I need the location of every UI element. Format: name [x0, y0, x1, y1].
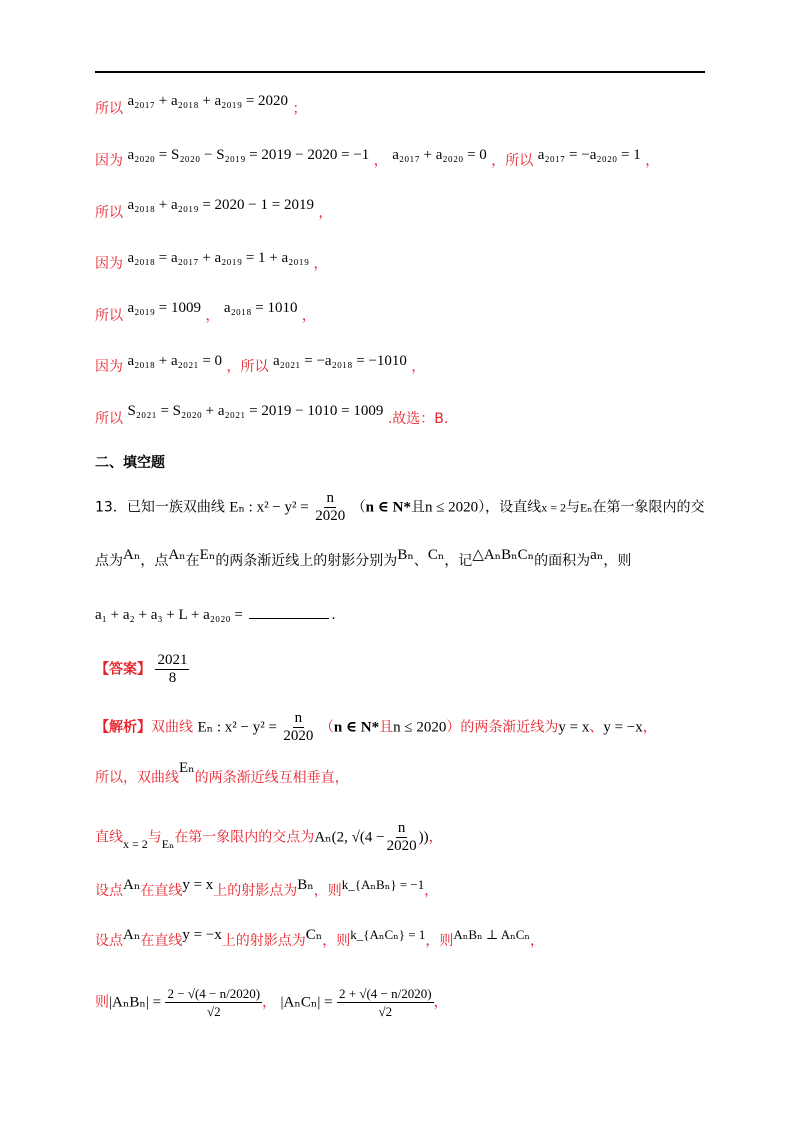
text: 13．已知一族双曲线: [95, 499, 225, 516]
equation: a₂₀₁₈ + a₂₀₂₁ = 0: [127, 353, 223, 369]
text: ，所以: [491, 153, 534, 169]
answer-fraction: [155, 652, 189, 687]
text: 的两条渐近线上的射影分别为: [215, 553, 398, 569]
text: （: [319, 719, 334, 736]
text: 上的射影点为: [213, 883, 298, 899]
solution-line-4: [95, 250, 328, 273]
text: 因为: [95, 153, 123, 169]
text: 、: [589, 719, 604, 736]
text: 在直线: [140, 933, 183, 949]
point: Aₙ(2, √(4 −: [314, 829, 385, 846]
text: 在第一象限内的交点为: [174, 829, 315, 846]
text: ，所以: [226, 359, 269, 375]
denominator: 2020: [315, 508, 346, 524]
text: 则: [95, 994, 109, 1011]
text: 直线: [95, 829, 123, 846]
text: ，则: [313, 883, 342, 899]
text: 且: [379, 719, 394, 736]
text: ，: [373, 153, 388, 169]
condition: n ≤ 2020: [393, 719, 447, 736]
denominator: √2: [378, 1004, 393, 1019]
equation: a₂₀₁₈ = 1010: [223, 300, 298, 316]
numerator: 2021: [157, 652, 188, 668]
text: ，则: [603, 553, 632, 569]
equation: k_{AₙCₙ} = 1: [350, 927, 426, 942]
analysis-line-1: [95, 710, 657, 745]
symbol: Eₙ: [199, 547, 216, 563]
condition: n ∈ N*: [365, 499, 411, 516]
equation: Eₙ : x² − y² =: [197, 719, 277, 736]
symbol: Aₙ: [123, 547, 141, 563]
point-close: )): [418, 829, 429, 846]
text: 所以: [95, 308, 123, 324]
equation: y = x: [182, 877, 214, 893]
text: ，: [428, 829, 443, 846]
equation: |AₙBₙ| =: [109, 994, 162, 1011]
text: 上的射影点为: [221, 933, 306, 949]
symbol: Aₙ: [123, 927, 141, 943]
text: ，则: [322, 933, 351, 949]
text: ，: [313, 256, 328, 272]
solution-line-2: [95, 147, 660, 170]
text: 因为: [95, 359, 123, 375]
denominator: 2020: [386, 838, 417, 854]
text: 设点: [95, 883, 123, 899]
text: ）的两条渐近线为: [446, 719, 559, 736]
analysis-line-2: [95, 760, 349, 787]
text: 所以: [95, 205, 123, 221]
text: ，: [262, 994, 277, 1011]
text: ，: [205, 308, 220, 324]
numerator: 2 + √(4 − n/2020): [339, 986, 432, 1001]
text: ，则: [425, 933, 454, 949]
text: 的面积为: [534, 553, 591, 569]
symbol: Eₙ: [579, 500, 593, 515]
text: ，: [645, 153, 660, 169]
text: .故选：B.: [387, 411, 449, 427]
symbol: Bₙ: [397, 547, 414, 563]
symbol: Bₙ: [297, 877, 314, 893]
text: 所以: [95, 101, 123, 117]
equation: a₂₀₁₈ + a₂₀₁₉ = 2020 − 1 = 2019: [127, 197, 314, 213]
text: 与: [565, 499, 580, 516]
text: ，记: [444, 553, 473, 569]
solution-line-1: [95, 93, 307, 118]
solution-line-7: [95, 403, 449, 428]
analysis-line-5: [95, 927, 544, 950]
fraction: [313, 490, 347, 525]
condition: n ∈ N*: [333, 719, 380, 736]
solution-line-3: [95, 197, 333, 222]
text: 与: [147, 829, 162, 846]
header-rule: [95, 71, 705, 73]
text: 、: [413, 553, 428, 569]
symbol: Aₙ: [123, 877, 141, 893]
text: ；: [292, 101, 307, 117]
equation: AₙBₙ ⊥ AₙCₙ: [453, 927, 530, 942]
numerator: n: [326, 490, 334, 506]
equation: Eₙ : x² − y² =: [229, 499, 309, 516]
denominator: 2020: [283, 728, 314, 744]
text: ，: [424, 883, 439, 899]
question-13-line-3: [95, 604, 336, 624]
equation: x = 2: [123, 836, 148, 851]
text: .: [331, 607, 336, 623]
numerator: 2 − √(4 − n/2020): [167, 986, 261, 1001]
equation: a₂₀₁₇ + a₂₀₁₈ + a₂₀₁₉ = 2020: [127, 93, 289, 109]
text: 且: [410, 499, 425, 516]
text: （: [351, 499, 366, 516]
equation: a₂₀₂₁ = −a₂₀₁₈ = −1010: [272, 353, 407, 369]
symbol: Cₙ: [305, 927, 323, 943]
text: ，: [530, 933, 544, 949]
text: 所以，双曲线: [95, 770, 179, 786]
symbol: Eₙ: [161, 836, 175, 851]
fraction: [281, 710, 315, 745]
equation: y = −x: [603, 719, 643, 736]
text: 的两条渐近线互相垂直，: [194, 770, 349, 786]
numerator: n: [294, 710, 303, 726]
symbol: Aₙ: [168, 547, 186, 563]
analysis-line-6: [95, 985, 448, 1020]
text: ，: [301, 308, 316, 324]
text: ，: [318, 205, 333, 221]
symbol: Eₙ: [179, 760, 195, 776]
equation: a₂₀₁₇ + a₂₀₂₀ = 0: [392, 147, 487, 163]
section-heading: 二、填空题: [95, 455, 165, 471]
symbol: aₙ: [590, 547, 604, 563]
condition: n ≤ 2020: [424, 499, 479, 516]
text: 在第一象限内的交: [592, 499, 705, 516]
equation: a₂₀₁₉ = 1009: [127, 300, 201, 316]
text: 在直线: [140, 883, 183, 899]
solution-line-5: [95, 300, 316, 325]
denominator: 8: [168, 670, 177, 686]
text: ，: [642, 719, 657, 736]
text: 因为: [95, 256, 123, 272]
equation: y = x: [558, 719, 590, 736]
fraction: [337, 985, 434, 1020]
answer-line: [95, 652, 189, 687]
answer-blank[interactable]: [249, 604, 329, 619]
analysis-line-3: [95, 820, 443, 855]
equation: |AₙCₙ| =: [280, 994, 333, 1011]
analysis-label: 【解析】: [95, 719, 151, 736]
text: 在: [185, 553, 200, 569]
equation: y = −x: [182, 927, 222, 943]
question-13-line-2: [95, 547, 632, 570]
equation: k_{AₙBₙ} = −1: [341, 877, 425, 892]
answer-label: 【答案】: [95, 661, 151, 678]
symbol: △AₙBₙCₙ: [472, 547, 535, 563]
symbol: Cₙ: [427, 547, 445, 563]
equation: a₂₀₂₀ = S₂₀₂₀ − S₂₀₁₉ = 2019 − 2020 = −1: [127, 147, 370, 163]
text: 设点: [95, 933, 123, 949]
text: ），设直线: [478, 499, 542, 516]
text: 双曲线: [151, 719, 193, 736]
text: 所以: [95, 411, 123, 427]
text: ，: [433, 994, 448, 1011]
equation: a₂₀₁₈ = a₂₀₁₇ + a₂₀₁₉ = 1 + a₂₀₁₉: [127, 250, 310, 266]
solution-line-6: [95, 353, 426, 376]
analysis-line-4: [95, 877, 439, 900]
equation: x = 2: [541, 500, 566, 515]
question-13-line-1: [95, 490, 705, 525]
fraction: [385, 820, 419, 855]
denominator: √2: [206, 1004, 221, 1019]
equation: S₂₀₂₁ = S₂₀₂₀ + a₂₀₂₁ = 2019 − 1010 = 1009: [127, 403, 384, 419]
numerator: n: [397, 820, 406, 836]
equation: a₁ + a₂ + a₃ + L + a₂₀₂₀ =: [95, 607, 243, 623]
text: ，: [411, 359, 426, 375]
equation: a₂₀₁₇ = −a₂₀₂₀ = 1: [537, 147, 641, 163]
text: 点为: [95, 553, 123, 569]
fraction: [165, 985, 262, 1020]
text: ，点: [140, 553, 169, 569]
